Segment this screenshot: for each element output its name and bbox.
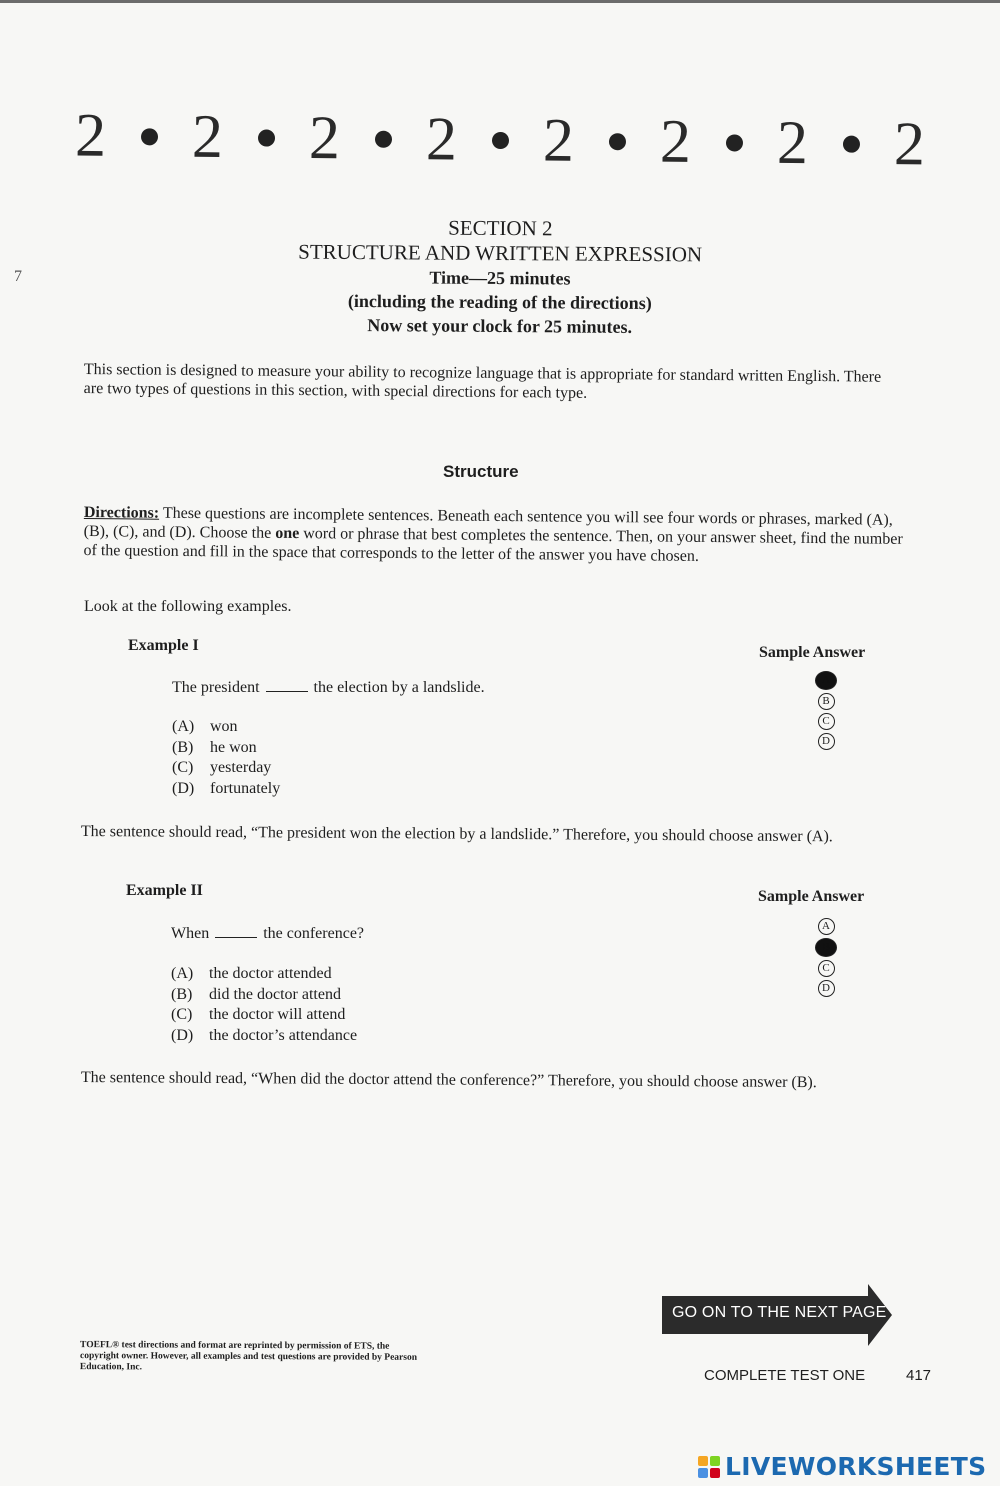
answer-blank bbox=[215, 936, 257, 938]
directions-text-1: These questions are incomplete sentences. Beneath each sentence you will see four words or phrases, marked (A), (B), (C), and (D). Choose the bbox=[83, 504, 893, 542]
choice-letter: (D) bbox=[171, 1026, 194, 1044]
answer-bubble-a[interactable]: A bbox=[815, 671, 837, 690]
choice-text: the doctor’s attendance bbox=[209, 1026, 358, 1044]
logo-square bbox=[698, 1468, 708, 1478]
choice-letter: (B) bbox=[171, 985, 193, 1003]
example-2-bubbles bbox=[815, 918, 837, 1000]
example-1-explanation: The sentence should read, “The president won the election by a landslide.” Therefore, you should choose answer (A). bbox=[80, 823, 833, 846]
banner-digit: 2 bbox=[659, 107, 692, 176]
sentence-start: The president bbox=[172, 679, 260, 696]
watermark-text: LIVEWORKSHEETS bbox=[725, 1452, 987, 1481]
bullet-dot bbox=[257, 129, 274, 146]
choice-letter: (B) bbox=[172, 738, 194, 756]
directions-text-2: word or phrase that best completes the sentence. Then, on your answer sheet, find the number of the question and fill in the space that corresponds to the letter of the answer you have chosen. bbox=[83, 525, 903, 565]
answer-bubble-d[interactable]: D bbox=[818, 980, 835, 997]
liveworksheets-watermark bbox=[698, 1452, 986, 1481]
banner-digit: 2 bbox=[542, 106, 575, 175]
page-number: 417 bbox=[906, 1367, 932, 1384]
example-1-title: Example I bbox=[128, 637, 199, 654]
choice-letter: (A) bbox=[172, 718, 195, 735]
choice-item bbox=[171, 1005, 357, 1026]
top-scan-line bbox=[0, 0, 1000, 3]
clock-instruction: Now set your clock for 25 minutes. bbox=[367, 315, 633, 337]
example-1-sample-label: Sample Answer bbox=[759, 644, 866, 661]
intro-paragraph: This section is designed to measure your ability to recognize language that is appropriate for standard written English. There are two types of questions in this section, with special directions for each type. bbox=[83, 360, 882, 402]
banner-digit: 2 bbox=[74, 101, 107, 170]
banner-digit: 2 bbox=[776, 108, 809, 178]
bullet-dot bbox=[725, 134, 742, 151]
choice-item bbox=[171, 985, 357, 1006]
example-2-title: Example II bbox=[126, 882, 203, 899]
choice-text: won bbox=[210, 718, 238, 735]
choice-item bbox=[171, 1026, 357, 1047]
logo-square bbox=[710, 1456, 720, 1466]
section-number: SECTION 2 bbox=[448, 215, 553, 241]
example-2-sentence bbox=[171, 925, 364, 943]
answer-bubble-a[interactable]: A bbox=[818, 918, 835, 935]
copyright-footnote: TOEFL® test directions and format are reprinted by permission of ETS, the copyright owner. However, all examples and test questions are provided by Pearson Education, Inc. bbox=[79, 1340, 418, 1373]
sentence-end: the conference? bbox=[263, 925, 365, 942]
example-2-explanation: The sentence should read, “When did the doctor attend the conference?” Therefore, you should choose answer (B). bbox=[80, 1069, 817, 1092]
sentence-end: the election by a landslide. bbox=[313, 679, 485, 696]
choice-text: the doctor attended bbox=[209, 965, 332, 982]
directions-emphasis: one bbox=[275, 524, 300, 543]
structure-heading: Structure bbox=[443, 462, 519, 481]
example-2-sample-label: Sample Answer bbox=[758, 888, 865, 905]
time-limit: Time—25 minutes bbox=[429, 267, 571, 289]
choice-text: the doctor will attend bbox=[209, 1006, 346, 1023]
banner-digit: 2 bbox=[308, 104, 341, 173]
answer-bubble-b[interactable]: B bbox=[818, 693, 835, 710]
time-note: (including the reading of the directions) bbox=[347, 290, 652, 314]
examples-intro: Look at the following examples. bbox=[84, 598, 292, 615]
example-2-choices bbox=[171, 964, 357, 1046]
sentence-start: When bbox=[171, 925, 210, 942]
bullet-dot bbox=[374, 130, 391, 147]
go-on-label: GO ON TO THE NEXT PAGE bbox=[672, 1304, 887, 1321]
choice-letter: (C) bbox=[172, 759, 194, 776]
choice-text: he won bbox=[210, 738, 257, 756]
choice-text: yesterday bbox=[210, 759, 272, 776]
banner-digit: 2 bbox=[893, 110, 926, 179]
go-on-next-page-button[interactable] bbox=[662, 1284, 892, 1346]
footer-test-label: COMPLETE TEST ONE bbox=[704, 1367, 866, 1384]
answer-bubble-c[interactable]: C bbox=[818, 713, 835, 730]
choice-item bbox=[172, 717, 280, 738]
logo-square bbox=[710, 1468, 720, 1478]
bullet-dot bbox=[608, 133, 625, 150]
directions-paragraph bbox=[83, 503, 904, 568]
directions-label: Directions: bbox=[83, 503, 160, 522]
margin-number: 7 bbox=[14, 268, 22, 285]
choice-item bbox=[172, 758, 280, 779]
answer-blank bbox=[266, 690, 308, 692]
choice-item bbox=[172, 779, 280, 800]
choice-letter: (C) bbox=[171, 1006, 193, 1023]
section-banner bbox=[75, 96, 926, 185]
example-1-bubbles bbox=[815, 671, 837, 753]
banner-digit: 2 bbox=[191, 102, 224, 172]
bullet-dot bbox=[140, 128, 157, 145]
section-header bbox=[0, 213, 1000, 342]
section-title: STRUCTURE AND WRITTEN EXPRESSION bbox=[298, 239, 703, 267]
choice-text: did the doctor attend bbox=[209, 985, 341, 1003]
liveworksheets-logo-icon bbox=[698, 1456, 720, 1478]
answer-bubble-d[interactable]: D bbox=[818, 733, 835, 750]
logo-square bbox=[698, 1456, 708, 1466]
answer-bubble-c[interactable]: C bbox=[818, 960, 835, 977]
choice-item bbox=[171, 964, 357, 985]
answer-bubble-b[interactable]: B bbox=[815, 938, 837, 957]
example-1-choices bbox=[172, 717, 280, 799]
choice-letter: (D) bbox=[172, 779, 195, 797]
choice-text: fortunately bbox=[210, 779, 281, 797]
choice-item bbox=[172, 738, 280, 759]
example-1-sentence bbox=[172, 679, 485, 697]
bullet-dot bbox=[491, 131, 508, 148]
choice-letter: (A) bbox=[171, 965, 194, 982]
bullet-dot bbox=[842, 135, 859, 152]
banner-digit: 2 bbox=[425, 105, 458, 174]
